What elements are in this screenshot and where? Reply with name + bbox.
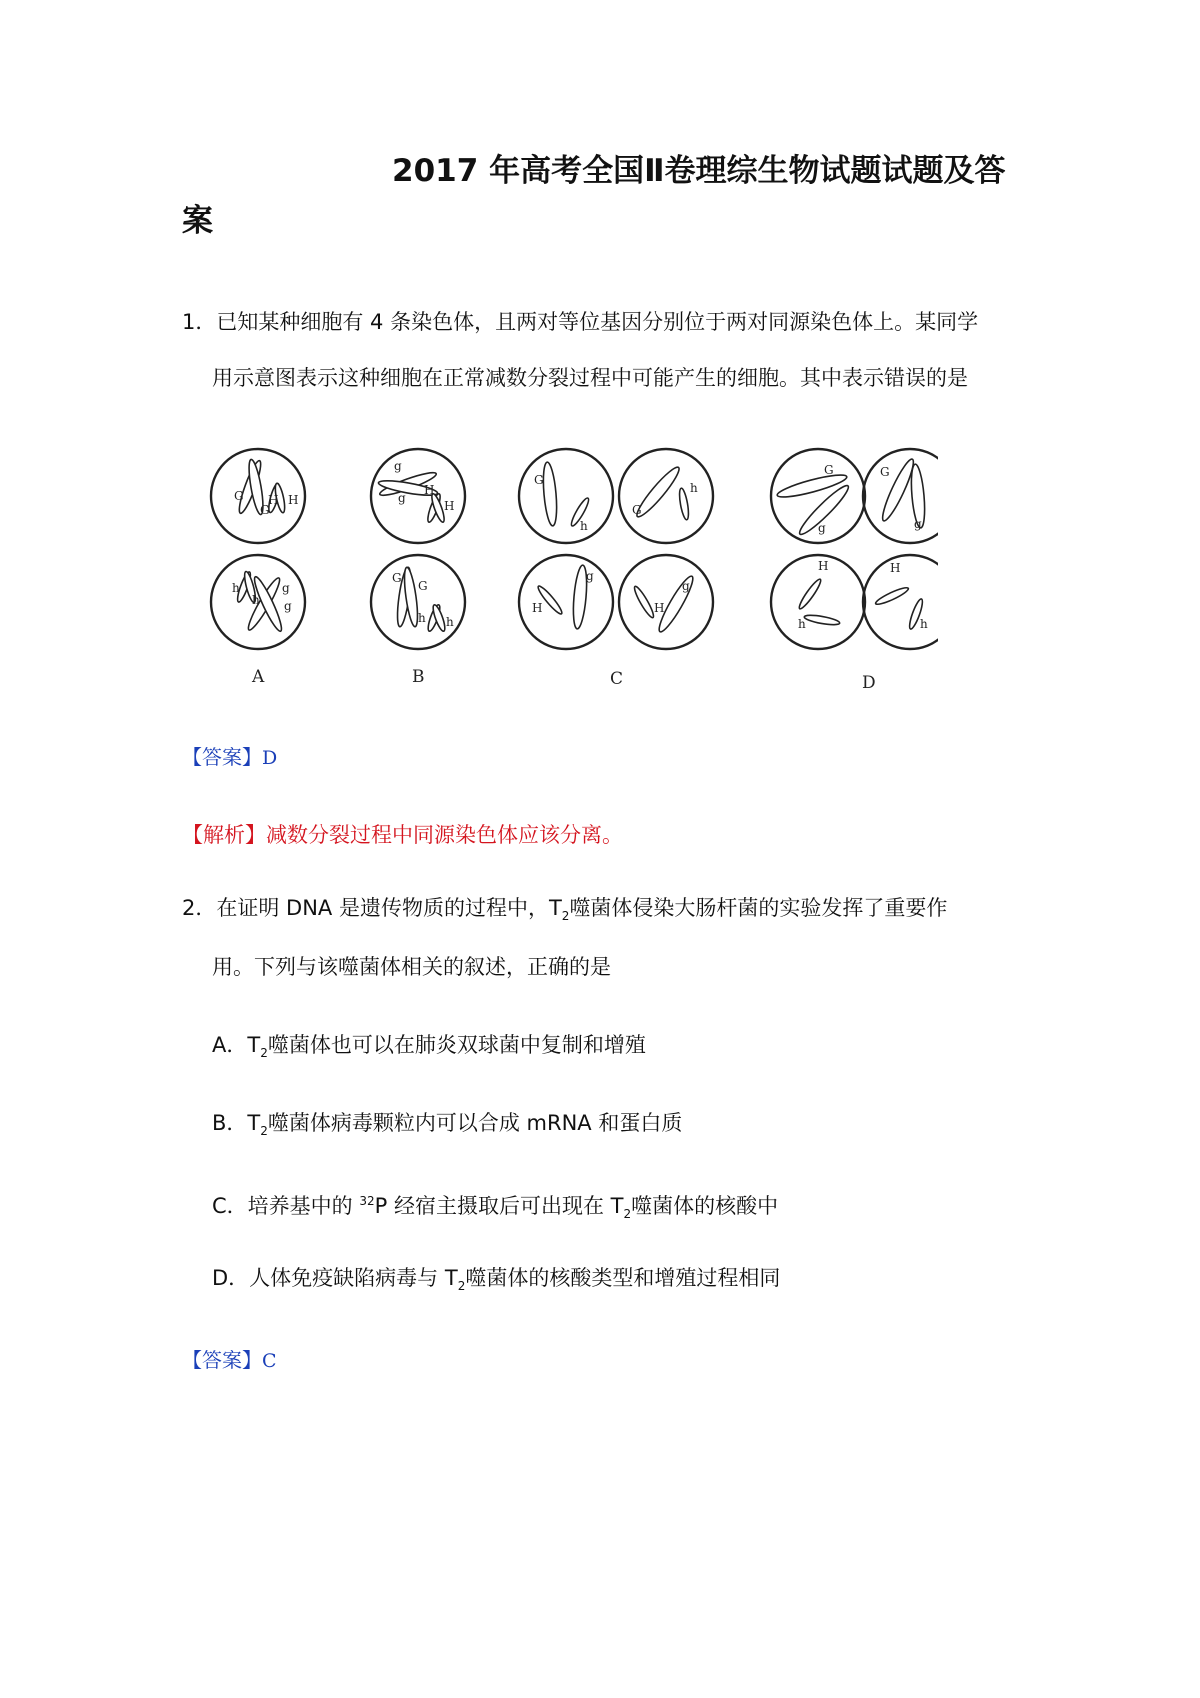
- gene-label: G: [632, 503, 642, 517]
- gene-label: h: [252, 593, 260, 607]
- gene-label: g: [398, 491, 406, 505]
- question-1-line-1: 1．已知某种细胞有 4 条染色体，且两对等位基因分别位于两对同源染色体上。某同学: [182, 310, 979, 334]
- figure-option-d: D: [862, 673, 876, 693]
- gene-label: G: [418, 579, 428, 593]
- gene-label: G: [534, 473, 544, 487]
- gene-label: h: [418, 611, 426, 625]
- figure-option-a: A: [252, 667, 265, 687]
- gene-label: H: [424, 483, 435, 497]
- gene-label: H: [890, 561, 901, 575]
- option-c-sup: 32: [359, 1194, 375, 1208]
- page-title: [182, 146, 1032, 246]
- analysis-text: 减数分裂过程中同源染色体应该分离。: [266, 823, 623, 847]
- q2-line1-pre: 2．在证明 DNA 是遗传物质的过程中，T: [182, 896, 562, 920]
- cell-c-1: [519, 449, 613, 543]
- gene-label: g: [282, 581, 290, 595]
- question-1-analysis: [182, 820, 623, 850]
- gene-label: h: [446, 615, 454, 629]
- chromosomes: [235, 457, 927, 635]
- gene-label: H: [818, 559, 829, 573]
- answer-label: 【答案】: [182, 1348, 262, 1372]
- gene-label: h: [798, 617, 806, 631]
- option-c-post: 噬菌体的核酸中: [631, 1194, 779, 1218]
- gene-label: g: [586, 569, 594, 583]
- gene-label: G: [392, 571, 402, 585]
- gene-label: g: [682, 579, 690, 593]
- gene-label: H: [654, 601, 665, 615]
- option-c-sub: 2: [623, 1207, 632, 1222]
- gene-label: G: [824, 463, 834, 477]
- q2-line1-post: 噬菌体侵染大肠杆菌的实验发挥了重要作: [569, 896, 948, 920]
- option-c-mid: P 经宿主摄取后可出现在 T: [374, 1194, 624, 1218]
- question-2-option-d: [212, 1263, 780, 1301]
- gene-label: g: [914, 517, 922, 531]
- option-d-pre: D．人体免疫缺陷病毒与 T: [212, 1266, 458, 1290]
- gene-label: h: [232, 581, 240, 595]
- gene-label: h: [920, 617, 928, 631]
- figure-option-c: C: [610, 669, 624, 689]
- question-1-line-2: 用示意图表示这种细胞在正常减数分裂过程中可能产生的细胞。其中表示错误的是: [212, 366, 968, 390]
- title-line-2: 案: [182, 203, 213, 239]
- option-b-sub: 2: [260, 1124, 268, 1139]
- gene-label: H: [532, 601, 543, 615]
- gene-label: G: [260, 503, 270, 517]
- option-a-post: 噬菌体也可以在肺炎双球菌中复制和增殖: [267, 1033, 646, 1057]
- option-b-pre: B．T: [212, 1111, 261, 1135]
- analysis-label: 【解析】: [182, 823, 266, 847]
- gene-label: g: [284, 599, 292, 613]
- option-c-pre: C．培养基中的: [212, 1194, 360, 1218]
- figure-option-b: B: [412, 667, 425, 687]
- option-b-post: 噬菌体病毒颗粒内可以合成 mRNA 和蛋白质: [267, 1111, 683, 1135]
- question-2-option-a: [212, 1030, 646, 1068]
- gene-label: g: [394, 459, 402, 473]
- gene-label: h: [580, 519, 588, 533]
- gene-label: h: [690, 481, 698, 495]
- option-a-pre: A．T: [212, 1033, 261, 1057]
- cell-b-top: [371, 449, 465, 543]
- option-d-sub: 2: [457, 1279, 466, 1294]
- question-2-option-b: [212, 1108, 682, 1146]
- cell-d-4: [863, 555, 938, 649]
- chromosome-figure: [208, 432, 938, 694]
- option-a-sub: 2: [260, 1046, 268, 1061]
- gene-label: G: [880, 465, 890, 479]
- answer-value: D: [262, 747, 278, 769]
- question-2-answer: [182, 1345, 277, 1376]
- q2-line1-sub: 2: [561, 909, 570, 924]
- question-1-answer: [182, 742, 277, 773]
- answer-value: C: [262, 1350, 277, 1372]
- question-2-line-2: 用。下列与该噬菌体相关的叙述，正确的是: [212, 955, 611, 979]
- gene-label: H: [444, 499, 455, 513]
- cell-c-2: [619, 449, 713, 543]
- gene-label: H: [288, 493, 299, 507]
- option-d-post: 噬菌体的核酸类型和增殖过程相同: [465, 1266, 781, 1290]
- title-line-1: 2017 年高考全国Ⅱ卷理综生物试题试题及答: [392, 153, 1006, 189]
- gene-label: H: [268, 493, 279, 507]
- gene-label: G: [234, 489, 244, 503]
- answer-label: 【答案】: [182, 745, 262, 769]
- gene-label: g: [818, 521, 826, 535]
- cell-c-4: [619, 555, 713, 649]
- cell-b-bottom: [371, 555, 465, 649]
- question-2-line-1: [182, 893, 947, 931]
- question-2-option-c: [212, 1186, 778, 1229]
- chromosome-diagram: [208, 432, 938, 694]
